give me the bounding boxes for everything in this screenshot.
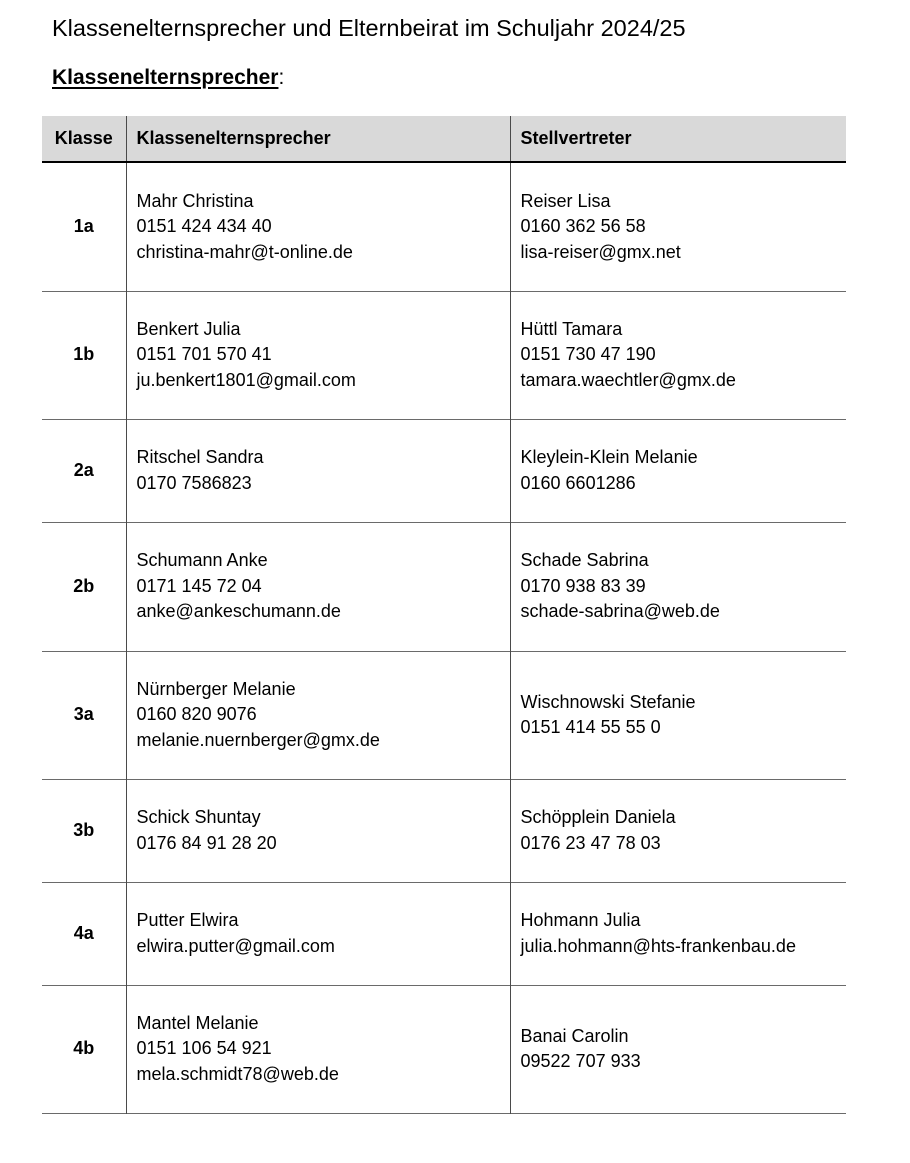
sprecher-phone: 0151 701 570 41 (136, 344, 272, 365)
sprecher-email: christina-mahr@t-online.de (136, 241, 353, 262)
sprecher-name: Nürnberger Melanie (136, 678, 296, 699)
page-title: Klassenelternsprecher und Elternbeirat im Schuljahr 2024/25 (52, 15, 686, 41)
stellvertreter-name: Hohmann Julia (520, 910, 641, 930)
table-row (42, 651, 846, 779)
table-row (42, 522, 846, 651)
table-row (42, 779, 846, 882)
stellvertreter-cell (510, 651, 846, 779)
stellvertreter-phone: 09522 707 933 (520, 1051, 641, 1071)
class-label: 1a (73, 216, 94, 236)
stellvertreter-name: Reiser Lisa (520, 190, 611, 211)
sprecher-cell (126, 985, 510, 1113)
table-header-row (42, 116, 846, 162)
class-label: 3b (73, 819, 95, 840)
table-row (42, 419, 846, 522)
stellvertreter-email: lisa-reiser@gmx.net (520, 241, 681, 262)
table-row (42, 291, 846, 419)
sprecher-phone: 0176 84 91 28 20 (136, 832, 277, 853)
stellvertreter-phone: 0170 938 83 39 (520, 575, 646, 596)
section-heading-colon: : (278, 66, 285, 89)
class-label: 4a (73, 922, 94, 943)
sprecher-cell (126, 419, 510, 522)
sprecher-email: ju.benkert1801@gmail.com (136, 369, 356, 390)
class-label: 4b (73, 1038, 95, 1059)
stellvertreter-phone: 0151 414 55 55 0 (520, 717, 661, 737)
sprecher-name: Mahr Christina (136, 190, 254, 211)
table-row (42, 985, 846, 1113)
stellvertreter-cell (510, 882, 846, 985)
sprecher-name: Schick Shuntay (136, 807, 261, 827)
sprecher-name: Schumann Anke (136, 550, 268, 571)
sprecher-name: Putter Elwira (136, 910, 239, 930)
sprecher-cell (126, 162, 510, 291)
stellvertreter-phone: 0160 362 56 58 (520, 216, 646, 236)
sprecher-cell (126, 291, 510, 419)
sprecher-phone: 0160 820 9076 (136, 704, 257, 725)
class-label: 2b (73, 575, 95, 596)
stellvertreter-phone: 0176 23 47 78 03 (520, 832, 661, 853)
section-heading-label: Klassenelternsprecher (52, 66, 279, 89)
column-header-klassenelternsprecher: Klassenelternsprecher (126, 116, 510, 162)
parent-representatives-table (42, 116, 846, 1114)
stellvertreter-name: Kleylein-Klein Melanie (520, 447, 698, 467)
table-row (42, 162, 846, 291)
stellvertreter-name: Banai Carolin (520, 1025, 629, 1046)
sprecher-cell (126, 522, 510, 651)
sprecher-email: mela.schmidt78@web.de (136, 1063, 339, 1084)
class-label: 2a (73, 459, 94, 480)
stellvertreter-phone: 0160 6601286 (520, 472, 636, 493)
section-heading (52, 64, 284, 92)
table-header (42, 116, 846, 162)
stellvertreter-cell (510, 779, 846, 882)
sprecher-email: melanie.nuernberger@gmx.de (136, 729, 380, 750)
column-header-klasse: Klasse (42, 116, 126, 162)
class-label: 3a (73, 704, 94, 725)
class-label: 1b (73, 344, 95, 365)
sprecher-name: Ritschel Sandra (136, 447, 264, 467)
stellvertreter-cell (510, 419, 846, 522)
table-row (42, 882, 846, 985)
sprecher-cell (126, 882, 510, 985)
stellvertreter-phone: 0151 730 47 190 (520, 344, 656, 365)
sprecher-cell (126, 779, 510, 882)
stellvertreter-cell (510, 522, 846, 651)
sprecher-phone: 0151 106 54 921 (136, 1038, 272, 1059)
stellvertreter-email: tamara.waechtler@gmx.de (520, 369, 736, 390)
stellvertreter-cell (510, 985, 846, 1113)
stellvertreter-name: Schade Sabrina (520, 550, 649, 571)
sprecher-email: anke@ankeschumann.de (136, 601, 341, 622)
stellvertreter-cell (510, 291, 846, 419)
stellvertreter-cell (510, 162, 846, 291)
sprecher-phone: 0151 424 434 40 (136, 216, 272, 236)
sprecher-name: Benkert Julia (136, 318, 241, 339)
stellvertreter-email: schade-sabrina@web.de (520, 601, 720, 622)
column-header-stellvertreter: Stellvertreter (510, 116, 846, 162)
table-body (42, 162, 846, 1113)
sprecher-name: Mantel Melanie (136, 1012, 259, 1033)
sprecher-email: elwira.putter@gmail.com (136, 935, 335, 956)
stellvertreter-name: Schöpplein Daniela (520, 807, 676, 827)
sprecher-phone: 0170 7586823 (136, 472, 252, 493)
sprecher-cell (126, 651, 510, 779)
stellvertreter-name: Wischnowski Stefanie (520, 691, 696, 712)
stellvertreter-email: julia.hohmann@hts-frankenbau.de (520, 935, 796, 956)
stellvertreter-name: Hüttl Tamara (520, 318, 623, 339)
sprecher-phone: 0171 145 72 04 (136, 575, 262, 596)
